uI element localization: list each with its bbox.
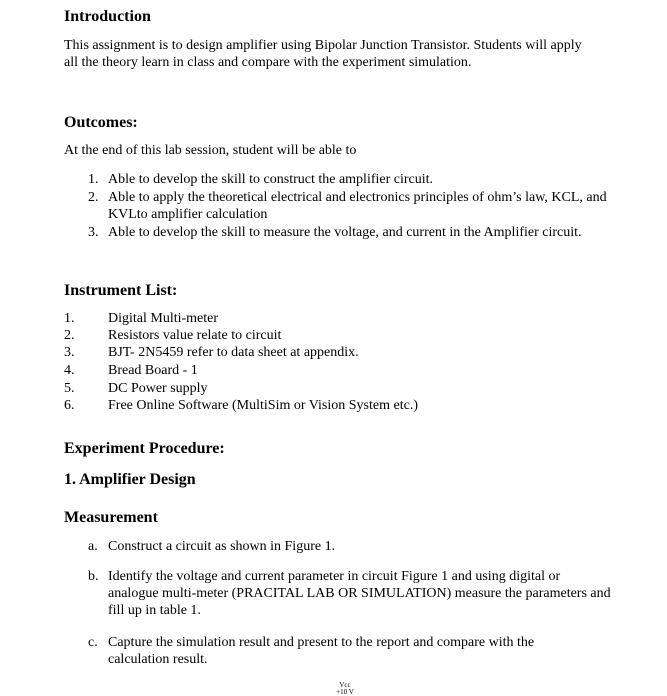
list-item: Free Online Software (MultiSim or Vision System etc.) — [108, 398, 418, 413]
list-item: Able to develop the skill to measure the voltage, and current in the Amplifier circuit. — [108, 225, 582, 240]
list-number: 3. — [88, 225, 99, 240]
vcc-value: +10 V — [336, 688, 354, 696]
measurement-heading: Measurement — [64, 509, 158, 526]
list-number: 1. — [64, 311, 75, 326]
list-number: a. — [88, 539, 98, 554]
outcomes-heading: Outcomes: — [64, 114, 138, 131]
list-number: b. — [88, 569, 99, 584]
list-number: 3. — [64, 345, 75, 360]
list-number: 6. — [64, 398, 75, 413]
list-item: Capture the simulation result and present to the report and compare with the calculation result. — [108, 635, 535, 667]
list-item: Bread Board - 1 — [108, 363, 198, 378]
introduction-body: This assignment is to design amplifier using Bipolar Junction Transistor. Students will apply all the theory learn in class and compare with the experiment simulation. — [64, 38, 582, 70]
procedure-heading: Experiment Procedure: — [64, 440, 225, 457]
list-item: Resistors value relate to circuit — [108, 328, 282, 343]
list-item: Digital Multi-meter — [108, 311, 219, 326]
list-number: 5. — [64, 381, 75, 396]
list-item: BJT- 2N5459 refer to data sheet at appendix. — [108, 345, 359, 360]
list-number: 2. — [64, 328, 75, 343]
introduction-heading: Introduction — [64, 8, 151, 25]
list-item: Able to develop the skill to construct the amplifier circuit. — [108, 172, 434, 187]
instruments-heading: Instrument List: — [64, 282, 178, 299]
outcomes-lead: At the end of this lab session, student will be able to — [64, 143, 357, 158]
list-item: DC Power supply — [108, 381, 208, 396]
procedure-subheading: 1. Amplifier Design — [64, 471, 196, 488]
list-number: 4. — [64, 363, 75, 378]
vcc-label: Vcc — [339, 681, 351, 689]
list-item: Construct a circuit as shown in Figure 1. — [108, 539, 336, 554]
list-number: c. — [88, 635, 98, 650]
list-item: Able to apply the theoretical electrical and electronics principles of ohm’s law, KCL, and KVLto amplifier calculation — [108, 190, 607, 222]
list-number: 2. — [88, 190, 99, 205]
list-item: Identify the voltage and current parameter in circuit Figure 1 and using digital or analogue multi-meter (PRACITAL LAB OR SIMULATION) measure the parameters and fill up in table 1. — [108, 569, 611, 618]
list-number: 1. — [88, 172, 99, 187]
